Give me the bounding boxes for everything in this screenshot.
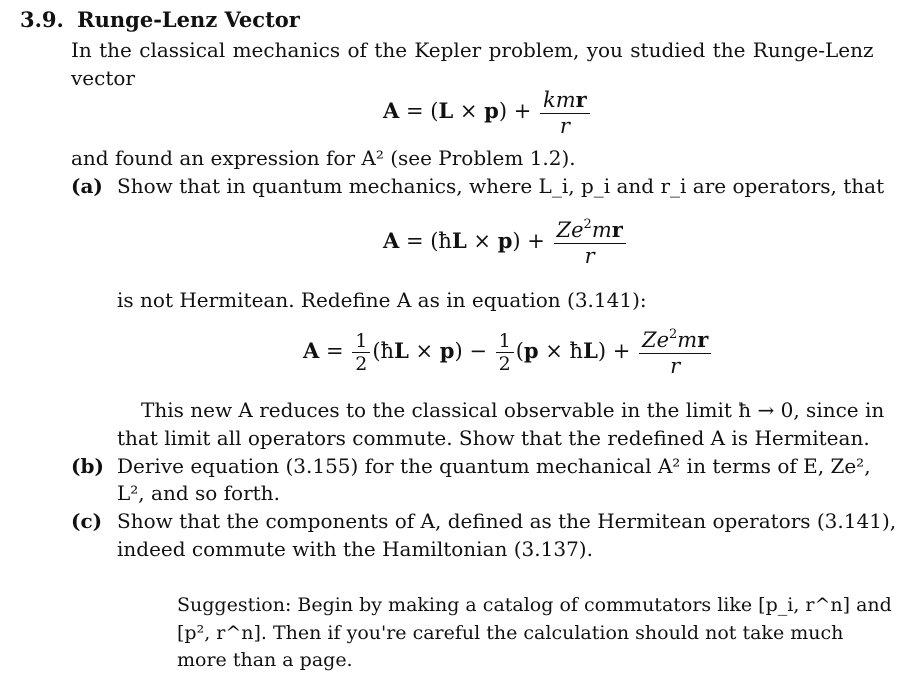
intro-line-2: vector [71,66,135,90]
part-b-line-1: Derive equation (3.155) for the quantum mechanical A² in terms of E, Ze², [117,454,871,478]
intro-after-equation: and found an expression for A² (see Problem 1.2). [71,146,576,170]
suggestion-line-3: more than a page. [177,649,353,671]
fraction-ze2mr-over-r-2: $\frac{Ze^2mr}{r}$ [639,328,711,377]
part-c-line-1: Show that the components of A, defined as the Hermitean operators (3.141), [117,509,897,533]
intro-line-1: In the classical mechanics of the Kepler problem, you studied the Runge-Lenz [71,38,874,62]
part-c-line-2: indeed commute with the Hamiltonian (3.137). [117,537,593,561]
part-a-line-1: Show that in quantum mechanics, where L_i, p_i and r_i are operators, that [117,174,885,198]
fraction-ze2mr-over-r: $\frac{Ze^2mr}{r}$ [554,218,626,267]
fraction-kmr-over-r: $\frac{\text{kmr}}{r}$ [540,88,590,137]
part-c-label: (c) [71,509,103,533]
part-a-label: (a) [71,174,103,198]
equation-hermitean: A = $\frac{1}{2}$ (ħL × p) − $\frac{1}{2}$ (p × ħL) + $\frac{Ze^2mr}{r}$ [303,328,713,377]
section-heading [20,8,300,32]
section-title: Runge-Lenz Vector [77,7,300,32]
suggestion-line-1: Suggestion: Begin by making a catalog of commutators like [p_i, r^n] and [177,594,892,616]
fraction-one-half-a: $\frac{1}{2}$ [352,331,370,374]
part-a-line-3: This new A reduces to the classical observable in the limit ħ → 0, since in [141,398,885,422]
suggestion-line-2: [p², r^n]. Then if you're careful the calculation should not take much [177,622,844,644]
equation-quantum-naive: A = (ħL × p) + $\frac{Ze^2mr}{r}$ [383,218,628,267]
part-a-line-4: that limit all operators commute. Show that the redefined A is Hermitean. [117,426,870,450]
part-a-line-2: is not Hermitean. Redefine A as in equation (3.141): [117,288,647,312]
section-number: 3.9. [20,7,64,32]
part-b-line-2: L², and so forth. [117,481,280,505]
fraction-one-half-b: $\frac{1}{2}$ [496,331,514,374]
equation-classical: A = (L × p) + $\frac{\text{kmr}}{r}$ [383,88,592,137]
part-b-label: (b) [71,454,104,478]
